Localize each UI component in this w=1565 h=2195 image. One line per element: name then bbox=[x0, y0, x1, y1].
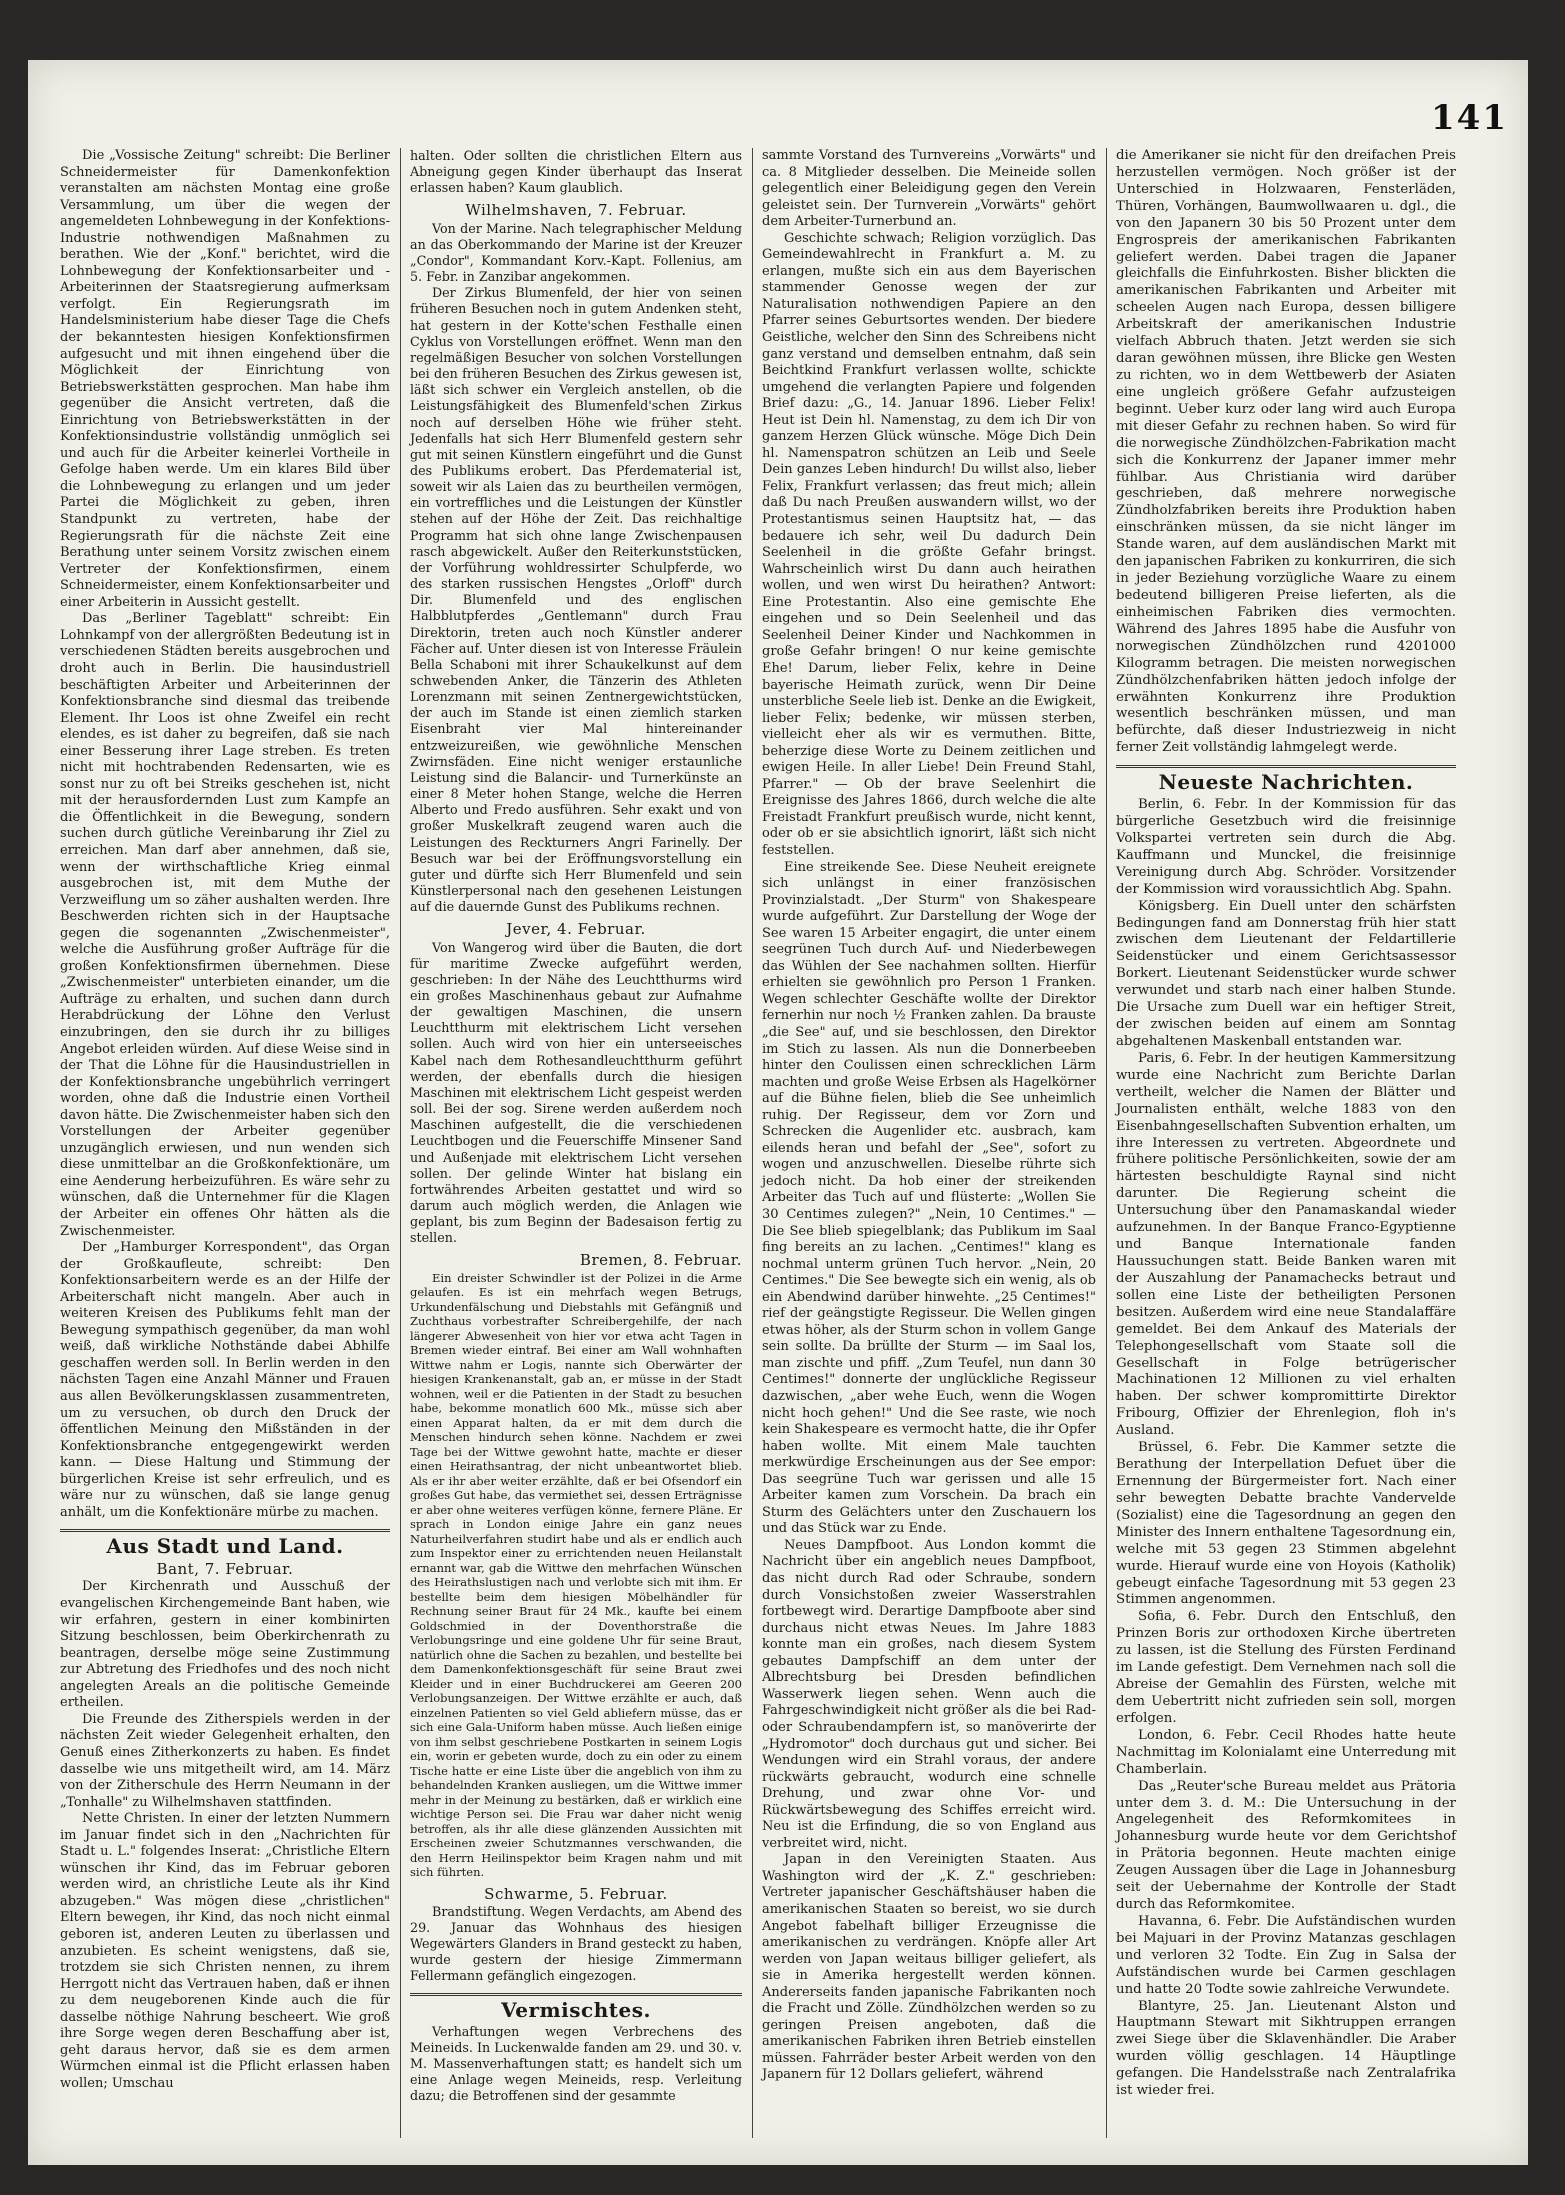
article-paragraph: Japan in den Vereinigten Staaten. Aus Washington wird der „K. Z." geschrieben: Vertreter japanischer Geschäftshäuser haben die amerikanischen Staaten so bereist, wo sie durch Angebot fabelhaft billiger Erzeugnisse die amerikanischen zu verdrängen. Knöpfe aller Art werden von Japan weitaus billiger geliefert, als sie in Amerika hergestellt werden können. Andererseits fanden japanische Fabrikanten noch die Fracht und Zölle. Zündhölzchen werden so zu geringen Preisen angeboten, daß die amerikanischen Fabriken ihren Betrieb einstellen müssen. Fahrräder bester Arbeit werden von den Japanern für 12 Dollars geliefert, während bbox=[762, 1852, 1096, 2083]
article-paragraph: Verhaftungen wegen Verbrechens des Meineids. In Luckenwalde fanden am 29. und 30. v. M. Massenverhaftungen statt; es handelt sich um eine Anlage wegen Meineids, resp. Verleitung dazu; die Betroffenen sind der gesammte bbox=[410, 2023, 742, 2104]
article-paragraph: Eine streikende See. Diese Neuheit ereignete sich unlängst in einer französischen Provinzialstadt. „Der Sturm" von Shakespeare wurde aufgeführt. Zur Darstellung der Woge der See waren 15 Arbeiter engagirt, die unter einem seegrünen Tuch durch Auf- und Niederbewegen das Wühlen der See nachahmen sollten. Hierfür erhielten sie gewöhnlich pro Person 1 Franken. Wegen schlechter Geschäfte wollte der Direktor fernerhin nur noch ½ Franken zahlen. Da brauste „die See" auf, und sie beschlossen, den Direktor im Stich zu lassen. Als nun die Donnerbeeben hinter den Coulissen einen schrecklichen Lärm machten und große Weise Erbsen als Hagelkörner auf die Bühne fielen, blieb die See unheimlich ruhig. Der Regisseur, dem vor Zorn und Schrecken die Augenlider etc. ausbrach, kam eilends heran und befahl der „See", sofort zu wogen und anzuschwellen. Dieselbe rührte sich jedoch nicht. Da hob einer der streikenden Arbeiter das Tuch auf und flüsterte: „Wollen Sie 30 Centimes zulegen?" „Nein, 10 Centimes." — Die See blieb spiegelblank; das Publikum im Saal fing bereits an zu lachen. „Centimes!" klang es nochmal unterm grünen Tuch hervor. „Nein, 20 Centimes." Die See bewegte sich ein wenig, als ob ein Abendwind darüber hinwehte. „25 Centimes!" rief der geängstigte Regisseur. Die Wellen gingen etwas höher, als der Sturm schon in vollem Gange sein sollte. Da brüllte der Sturm — im Saal los, man zischte und pfiff. „Zum Teufel, nun dann 30 Centimes!" donnerte der unglückliche Regisseur dazwischen, „aber wehe Euch, wenn die Wogen nicht hoch gehen!" Und die See raste, wie noch kein Shakespeare es vermocht hatte, die ihr Opfer haben wollte. Mit einem Male tauchten merkwürdige Erscheinungen aus der See empor: Das seegrüne Tuch war gerissen und alle 15 Arbeiter kamen zum Vorschein. Da brach ein Sturm des Gelächters unter den Zuschauern los und das Stück war zu Ende. bbox=[762, 859, 1096, 1537]
article-paragraph: Brüssel, 6. Febr. Die Kammer setzte die Berathung der Interpellation Defuet über die Ernennung der Bürgermeister fort. Nach einer sehr bewegten Debatte brachte Vandervelde (Sozialist) eine die Tagesordnung an gegen den Minister des Innern enthaltene Tagesordnung ein, welche mit 53 gegen 23 Stimmen abgelehnt wurde. Hierauf wurde eine von Hoyois (Katholik) gebeugt einfache Tagesordnung mit 53 gegen 23 Stimmen angenommen. bbox=[1116, 1440, 1456, 1608]
column-rule bbox=[1106, 148, 1107, 2138]
article-paragraph: sammte Vorstand des Turnvereins „Vorwärts" und ca. 8 Mitglieder desselben. Die Meineide sollen gelegentlich einer Beleidigung gegen den Verein geleistet sein. Der Turnverein „Vorwärts" gehört dem Arbeiter-Turnerbund an. bbox=[762, 148, 1096, 230]
article-paragraph: Der Zirkus Blumenfeld, der hier von seinen früheren Besuchen noch in gutem Andenken steht, hat gestern in der Kotte'schen Festhalle einen Cyklus von Vorstellungen eröffnet. Wenn man den regelmäßigen Besucher von solchen Vorstellungen bei den früheren Besuchen des Zirkus gewesen ist, läßt sich schwer ein Vergleich anstellen, ob die Leistungsfähigkeit des Blumenfeld'schen Zirkus noch auf derselben Höhe wie früher steht. Jedenfalls hat sich Herr Blumenfeld gestern sehr gut mit seinen Künstlern eingeführt und die Gunst des Publikums erobert. Das Pferdematerial ist, soweit wir als Laien das zu beurtheilen vermögen, ein vortreffliches und die Leistungen der Künstler stehen auf der Höhe der Zeit. Das reichhaltige Programm hat sich ohne lange Zwischenpausen rasch abgewickelt. Außer den Reiterkunststücken, der Vorführung wohldressirter Schulpferde, wo des starken russischen Hengstes „Orloff" durch Dir. Blumenfeld und des englischen Halbblutpferdes „Gentlemann" durch Frau Direktorin, treten auch noch Künstler anderer Fächer auf. Unter diesen ist von Interesse Fräulein Bella Schaboni mit ihrer Schaukelkunst auf dem schwebenden Anker, die Tänzerin des Athleten Lorenzmann mit seinen Zentnergewichtstücken, der auch im Stande ist einen ziemlich starken Eisenbraht vier Mal hintereinander entzweizureißen, wie gewöhnliche Menschen Zwirnsfäden. Eine nicht weniger erstaunliche Leistung sind die Balancir- und Turnerkünste an einer 8 Meter hohen Stange, welche die Herren Alberto und Fredo ausführen. Sehr exakt und von großer Muskelkraft zeugend waren auch die Leistungen des Reckturners Angri Farinelly. Der Besuch war bei der Eröffnungsvorstellung ein guter und dürfte sich Herr Blumenfeld und sein Künstlerpersonal nach den gesehenen Leistungen auf die dauernde Gunst des Publikums rechnen. bbox=[410, 285, 742, 915]
article-paragraph: Von der Marine. Nach telegraphischer Meldung an das Oberkommando der Marine ist der Kreuzer „Condor", Kommandant Korv.-Kapt. Follenius, am 5. Febr. in Zanzibar angekommen. bbox=[410, 220, 742, 285]
page-number: 141 bbox=[1431, 98, 1508, 138]
article-paragraph: Der „Hamburger Korrespondent", das Organ der Großkaufleute, schreibt: Den Konfektionsarbeitern werde es an der Hilfe der Arbeiterschaft nicht mangeln. Aber auch in weiteren Kreisen des Publikums fehlt man der Bewegung sympathisch gegenüber, da man wohl weiß, daß wirkliche Nothstände dabei Abhilfe geschaffen werden soll. In Berlin werden in den nächsten Tagen eine Anzahl Männer und Frauen aus allen Bevölkerungsklassen zusammentreten, um zu versuchen, ob durch den Druck der öffentlichen Meinung den Mißständen in der Konfektionsbranche entgegengewirkt werden kann. — Diese Haltung und Stimmung der bürgerlichen Kreise ist sehr erfreulich, und es wäre nur zu wünschen, daß sie lange genug anhält, um die Konfektionäre mürbe zu machen. bbox=[60, 1240, 390, 1520]
dateline: Schwarme, 5. Februar. bbox=[484, 1884, 668, 1903]
column-4 bbox=[1116, 148, 1456, 2100]
article-paragraph: Sofia, 6. Febr. Durch den Entschluß, den Prinzen Boris zur orthodoxen Kirche übertreten zu lassen, ist die Stellung des Fürsten Ferdinand im Lande gefestigt. Dem Vernehmen nach soll die Abreise der Gemahlin des Fürsten, welche mit dem Uebertritt nicht zufrieden sein soll, morgen erfolgen. bbox=[1116, 1609, 1456, 1726]
article-paragraph: die Amerikaner sie nicht für den dreifachen Preis herzustellen vermögen. Noch größer ist der Unterschied in Holzwaaren, Fensterläden, Thüren, Vorhängen, Baumwollwaaren u. dgl., die von den Japanern 30 bis 50 Prozent unter dem Engrospreis der amerikanischen Fabrikanten geliefert werden. Dabei tragen die Japaner gleichfalls die Einfuhrkosten. Bisher blickten die amerikanischen Fabrikanten und Arbeiter mit scheelen Augen nach Europa, dessen billigere Arbeitskraft der amerikanischen Industrie vielfach Abbruch thaten. Jetzt werden sie sich daran gewöhnen müssen, ihre Blicke gen Westen zu richten, wo in dem Wettbewerb der Asiaten eine ungleich größere Gefahr aufzusteigen beginnt. Ueber kurz oder lang wird auch Europa mit dieser Gefahr zu rechnen haben. So wird für die norwegische Zündhölzchen-Fabrikation macht sich die Konkurrenz der Japaner immer mehr fühlbar. Aus Christiania wird darüber geschrieben, daß mehrere norwegische Zündholzfabriken bereits ihre Produktion haben einschränken müssen, da sie nicht länger im Stande waren, auf dem ausländischen Markt mit den japanischen Fabriken zu konkurriren, die sich in jeder Beziehung vorzügliche Waare zu einem bedeutend billigeren Preise lieferten, als die einheimischen Fabriken dies vermochten. Während des Jahres 1895 habe die Ausfuhr von norwegischen Zündhölzchen rund 4201000 Kilogramm betragen. Die meisten norwegischen Zündhölzchenfabriken hätten jedoch infolge der erwähnten Konkurrenz ihre Produktion wesentlich beschränken müssen, und man befürchte, daß dieser Industriezweig in nicht ferner Zeit vollständig lahmgelegt werde. bbox=[1116, 148, 1456, 756]
article-paragraph: Die „Vossische Zeitung" schreibt: Die Berliner Schneidermeister für Damenkonfektion veranstalten am nächsten Montag eine große Versammlung, um über die wegen der angemeldeten Lohnbewegung in der Konfektions-Industrie nothwendigen Maßnahmen zu berathen. Wie der „Konf." berichtet, wird die Lohnbewegung der Konfektionsarbeiter und -Arbeiterinnen der Staatsregierung aufmerksam verfolgt. Ein Regierungsrath im Handelsministerium habe dieser Tage die Chefs der bekanntesten hiesigen Konfektionsfirmen aufgesucht und mit ihnen eingehend über die Möglichkeit der Einrichtung von Betriebswerkstätten gesprochen. Man habe ihm gegenüber die Ansicht vertreten, daß die Einrichtung von Betriebswerkstätten in der Konfektionsindustrie vollständig unmöglich sei und auch für die Arbeiter keinerlei Vortheile in Gefolge haben werde. Um ein klares Bild über die Lohnbewegung zu erlangen und um jeder Partei die Möglichkeit zu geben, ihren Standpunkt zu vertreten, habe der Regierungsrath für die nächste Zeit eine Berathung unter seinem Vorsitz zwischen einem Vertreter der Konfektionsfirmen, einem Schneidermeister, einem Konfektionsarbeiter und einer Arbeiterin in Aussicht gestellt. bbox=[60, 148, 390, 610]
article-paragraph: Der Kirchenrath und Ausschuß der evangelischen Kirchengemeinde Bant haben, wie wir erfahren, gestern in einer kombinirten Sitzung beschlossen, beim Oberkirchenrath zu beantragen, derselbe möge seine Zustimmung zur Abtretung des Friedhofes und des noch nicht angelegten Areals an die politische Gemeinde ertheilen. bbox=[60, 1579, 390, 1711]
article-paragraph: Nette Christen. In einer der letzten Nummern im Januar findet sich in den „Nachrichten für Stadt u. L." folgendes Inserat: „Christliche Eltern wünschen ihr Kind, das im Februar geboren werden wird, an christliche Leute als ihr Kind abzugeben." Was mögen diese „christlichen" Eltern bewegen, ihr Kind, das noch nicht einmal geboren ist, anderen Leuten zu überlassen und anzubieten. Es scheint wenigstens, daß sie, trotzdem sie sich Christen nennen, zu ihrem Herrgott nicht das Vertrauen haben, daß er ihnen zu dem neugeborenen Kinde auch die für dasselbe nöthige Nahrung bescheert. Wie groß ihre Sorge wegen deren Beschaffung aber ist, geht daraus hervor, daß sie es dem armen Würmchen einmal ist die Pflicht erlassen haben wollen; Umschau bbox=[60, 1811, 390, 2091]
article-paragraph: Königsberg. Ein Duell unter den schärfsten Bedingungen fand am Donnerstag früh hier statt zwischen dem Lieutenant der Feldartillerie Seidenstücker und einem Gerichtsassessor Borkert. Lieutenant Seidenstücker wurde schwer verwundet und starb nach einer halben Stunde. Die Ursache zum Duell war ein heftiger Streit, der zwischen beiden auf einem am Sonntag abgehaltenen Maskenball entstanden war. bbox=[1116, 898, 1456, 1050]
article-paragraph: Berlin, 6. Febr. In der Kommission für das bürgerliche Gesetzbuch wird die freisinnige Volkspartei vertreten sein durch die Abg. Kauffmann und Munckel, die freisinnige Vereinigung durch Abg. Schröder. Vorsitzender der Kommission wird voraussichtlich Abg. Spahn. bbox=[1116, 797, 1456, 897]
article-paragraph: Geschichte schwach; Religion vorzüglich. Das Gemeindewahlrecht in Frankfurt a. M. zu erlangen, mußte sich ein aus dem Bayerischen stammender Genosse wegen der zur Naturalisation nothwendigen Papiere an den Pfarrer seines Geburtsortes wenden. Der biedere Geistliche, welcher den Sinn des Schreibens nicht ganz verstand und demselben entnahm, daß sein Beichtkind Frankfurt verlassen wollte, schickte umgehend die verlangten Papiere und folgenden Brief dazu: „G., 14. Januar 1896. Lieber Felix! Heut ist Dein hl. Namenstag, zu dem ich Dir von ganzem Herzen Glück wünsche. Möge Dich Dein hl. Namenspatron schützen an Leib und Seele Dein ganzes Leben hindurch! Du willst also, lieber Felix, Frankfurt verlassen; das freut mich; allein daß Du nach Preußen auswandern willst, wo der Protestantismus seinen Hauptsitz hat, — das bedauere ich sehr, weil Du dadurch Dein Seelenheil in die größte Gefahr bringst. Wahrscheinlich wirst Du dann auch heirathen wollen, und wen wirst Du heirathen? Antwort: Eine Protestantin. Also eine gemischte Ehe eingehen und so Dein Seelenheil und das Seelenheil Deiner Kinder und Nachkommen in große Gefahr bringen! O nur keine gemischte Ehe! Darum, lieber Felix, kehre in Deine bayerische Heimath zurück, wenn Dir Deine unsterbliche Seele lieb ist. Denke an die Ewigkeit, lieber Felix; bedenke, wir müssen sterben, vielleicht eher als wir es vermuthen. Bitte, beherzige diese Worte zu Deinem zeitlichen und ewigen Heile. In aller Liebe! Dein Freund Stahl, Pfarrer." — Ob der brave Seelenhirt die Ereignisse des Jahres 1866, durch welche die alte Freistadt Frankfurt preußisch wurde, nicht kennt, oder ob er sie absichtlich ignorirt, läßt sich nicht feststellen. bbox=[762, 230, 1096, 858]
article-paragraph: Brandstiftung. Wegen Verdachts, am Abend des 29. Januar das Wohnhaus des hiesigen Wegewärters Glanders in Brand gesteckt zu haben, wurde gestern der hiesige Zimmermann Fellermann gefänglich eingezogen. bbox=[410, 1903, 742, 1984]
dateline: Wilhelmshaven, 7. Februar. bbox=[465, 201, 687, 220]
article-paragraph: Das „Berliner Tageblatt" schreibt: Ein Lohnkampf von der allergrößten Bedeutung ist in verschiedenen Städten bereits ausgebrochen und droht auch in Berlin. Die hausindustriell beschäftigten Arbeiter und Arbeiterinnen der Konfektionsbranche sind diesmal das treibende Element. Ihr Loos ist ohne Zweifel ein recht elendes, es ist daher zu begreifen, daß sie nach einer Besserung ihrer Lage streben. Es treten nicht mit hochtrabenden Redensarten, wie es sonst nur zu oft bei Streiks geschehen ist, nicht mit der herausfordernden Lust zum Kampfe an die Öffentlichkeit in die Bewegung, sondern suchen durch gütliche Vereinbarung ihr Ziel zu erreichen. Man darf aber annehmen, daß sie, wenn der wirthschaftliche Krieg einmal ausgebrochen ist, mit dem Muthe der Verzweiflung um so zäher aushalten werden. Ihre Beschwerden richten sich in der Hauptsache gegen die sogenannten „Zwischenmeister", welche die Ausführung großer Aufträge für die großen Konfektionsfirmen übernehmen. Diese „Zwischenmeister" unterbieten einander, um die Aufträge zu erhalten, und suchen dann durch Herabdrückung der Löhne den Verlust einzubringen, den sie durch ihr zu billiges Angebot erleiden würden. Auf diese Weise sind in der That die Löhne für die Hausindustriellen in der Konfektionsbranche ungebührlich verringert worden, ohne daß die Industrie einen Vortheil davon hätte. Die Zwischenmeister haben sich den Vorstellungen der Arbeiter gegenüber unzugänglich erwiesen, und nun wenden sich diese unmittelbar an die Großkonfektionäre, um eine Aenderung herbeizuführen. Es wäre sehr zu wünschen, daß die Unternehmer für die Klagen der Arbeiter ein offenes Ohr hätten als die Zwischenmeister. bbox=[60, 611, 390, 1239]
article-paragraph: Die Freunde des Zitherspiels werden in der nächsten Zeit wieder Gelegenheit erhalten, den Genuß eines Zitherkonzerts zu haben. Es findet dasselbe wie uns mitgetheilt wird, am 14. März von der Zitherschule des Herrn Neumann in der „Tonhalle" zu Wilhelmshaven stattfinden. bbox=[60, 1711, 390, 1810]
article-paragraph: Paris, 6. Febr. In der heutigen Kammersitzung wurde eine Nachricht zum Berichte Darlan vertheilt, welcher die Namen der Blätter und Journalisten enthält, welche 1883 von den Eisenbahngesellschaften Subvention erhalten, um ihre Interessen zu vertreten. Abgeordnete und frühere politische Persönlichkeiten, sowie der am härtesten beschuldigte Raynal sind nicht darunter. Die Regierung scheint die Untersuchung über den Panamaskandal wieder aufzunehmen. In der Banque Franco-Egyptienne und Banque Internationale fanden Haussuchungen statt. Beide Banken waren mit der Auszahlung der Panamachecks betraut und sollen eine Liste der betheiligten Personen besitzen. Außerdem wird eine neue Standalaffäre gemeldet. Bei dem Ankauf des Materials der Telephongesellschaft vom Staate soll die Gesellschaft in Folge betrügerischer Machinationen 12 Millionen zu viel erhalten haben. Der schwer kompromittirte Direktor Fribourg, Offizier der Ehrenlegion, floh in's Ausland. bbox=[1116, 1050, 1456, 1439]
section-heading: Vermischtes. bbox=[410, 1993, 742, 2018]
column-rule bbox=[400, 148, 401, 2138]
dateline: Bremen, 8. Februar. bbox=[579, 1251, 742, 1270]
dateline: Bant, 7. Februar. bbox=[156, 1559, 294, 1578]
article-paragraph: London, 6. Febr. Cecil Rhodes hatte heute Nachmittag im Kolonialamt eine Unterredung mit Chamberlain. bbox=[1116, 1727, 1456, 1777]
column-1 bbox=[60, 148, 390, 2092]
article-paragraph: Neues Dampfboot. Aus London kommt die Nachricht über ein angeblich neues Dampfboot, das nicht durch Rad oder Schraube, sondern durch Vonsichstoßen zweier Wasserstrahlen fortbewegt wird. Derartige Dampfboote aber sind durchaus nicht etwas Neues. Im Jahre 1883 konnte man ein großes, nach diesem System gebautes Dampfschiff an dem unter der Albrechtsburg bei Dresden befindlichen Wasserwerk liegen sehen. Wenn auch die Fahrgeschwindigkeit nicht größer als die bei Rad- oder Schraubendampfern ist, so manöverirte der „Hydromotor" doch durchaus gut und sicher. Bei Wendungen wird ein Strahl voraus, der andere rückwärts gebraucht, wodurch eine schnelle Drehung, und zwar ohne Vor- und Rückwärtsbewegung des Schiffes erreicht wird. Neu ist die Erfindung, die so von England aus verbreitet wird, nicht. bbox=[762, 1537, 1096, 1851]
section-heading: Neueste Nachrichten. bbox=[1116, 765, 1456, 791]
column-2 bbox=[410, 148, 742, 2105]
dateline: Jever, 4. Februar. bbox=[506, 920, 646, 939]
article-paragraph: Von Wangerog wird über die Bauten, die dort für maritime Zwecke aufgeführt werden, geschrieben: In der Nähe des Leuchtthurms wird ein großes Maschinenhaus gebaut zur Aufnahme der gewaltigen Maschinen, die unsern Leuchtthurm mit elektrischem Licht versehen sollen. Auch wird von hier ein unterseeisches Kabel nach dem Rothesandleuchtthurm geführt werden, der ebenfalls durch die hiesigen Maschinen mit elektrischem Licht gespeist werden soll. Bei der sog. Sirene werden außerdem noch Maschinen aufgestellt, die die verschiedenen Leuchtbogen und die Feuerschiffe Minsener Sand und Außenjade mit elektrischem Licht versehen sollen. Der gelinde Winter hat bislang ein fortwährendes Arbeiten gestattet und wird so darum auch möglich werden, die Anlagen wie geplant, bis zum Beginn der Badesaison fertig zu stellen. bbox=[410, 939, 742, 1246]
section-heading: Aus Stadt und Land. bbox=[60, 1529, 390, 1555]
article-paragraph: Das „Reuter'sche Bureau meldet aus Prätoria unter dem 3. d. M.: Die Untersuchung in der Angelegenheit des Reformkomitees in Johannesburg wurde heute vor dem Gerichtshof in Prätoria begonnen. Heute machten einige Zeugen Aussagen über die Lage in Johannesburg seit der Uebernahme der Kontrolle der Stadt durch das Reformkomitee. bbox=[1116, 1778, 1456, 1913]
column-3 bbox=[762, 148, 1096, 2084]
article-paragraph: halten. Oder sollten die christlichen Eltern aus Abneigung gegen Kinder überhaupt das Inserat erlassen haben? Kaum glaublich. bbox=[410, 148, 742, 196]
article-paragraph: Blantyre, 25. Jan. Lieutenant Alston und Hauptmann Stewart mit Sikhtruppen errangen zwei Siege über die Sklavenhändler. Die Araber wurden völlig geschlagen. 14 Häuptlinge gefangen. Die Handelsstraße nach Zentralafrika ist wieder frei. bbox=[1116, 1998, 1456, 2099]
article-paragraph: Ein dreister Schwindler ist der Polizei in die Arme gelaufen. Es ist ein mehrfach wegen Betrugs, Urkundenfälschung und Diebstahls mit Gefängniß und Zuchthaus vorbestrafter Schreibergehilfe, der nach längerer Abwesenheit von hier vor etwa acht Tagen in Bremen wieder eintraf. Bei einer am Wall wohnhaften Wittwe nahm er Logis, nannte sich Oberwärter der hiesigen Krankenanstalt, gab an, er müsse in der Stadt wohnen, weil er die Patienten in der Stadt zu besuchen habe, bekomme monatlich 600 Mk., müsse sich aber einen Apparat halten, da er mit dem durch die Menschen hindurch sehen könne. Nachdem er zwei Tage bei der Wittwe gewohnt hatte, machte er dieser einen Heirathsantrag, der nicht unbeantwortet blieb. Als er ihr aber weiter erzählte, daß er bei Ofsendorf ein großes Gut habe, das vermiethet sei, dessen Erträgnisse er aber ohne weiteres verfügen könne, fernere Pläne. Er sprach in London einige Jahre ein ganz neues Naturheilverfahren studirt habe und als er endlich auch zum Inspektor einer zu errichtenden neuen Heilanstalt ernannt war, gab die Wittwe den mehrfachen Wünschen des Heirathslustigen nach und verlobte sich mit ihm. Er bestellte beim dem hiesigen Möbelhändler für Rechnung seiner Braut für 24 Mk., kaufte bei einem Goldschmied in der Doventhorstraße die Verlobungsringe und eine goldene Uhr für seine Braut, natürlich ohne die Sachen zu bezahlen, und bestellte bei dem Damenkonfektionsgeschäft für seine Braut zwei Kleider und in einer Buchdruckerei am Geeren 200 Verlobungsanzeigen. Der Wittwe erzählte er auch, daß einzelnen Patienten so viel Geld abliefern müsse, das er sich eine Gala-Uniform haben müsse. Auch ließen einige von ihm selbst geschriebene Postkarten in seinem Logis ein, worin er gebeten wurde, doch zu ein oder zu einem Tische hatte er eine Liste über die angeblich von ihm zu behandelnden Kranken ausliegen, um die Wittwe immer mehr in der Meinung zu bestärken, daß er wirklich eine wichtige Person sei. Die Frau war daher nicht wenig betroffen, als ihr alle diese glänzenden Aussichten mit Erscheinen zweier Schutzmannes verschwanden, die den Herrn Heilinspektor beim Kragen nahm und mit sich führten. bbox=[410, 1270, 742, 1880]
column-rule bbox=[752, 148, 753, 2138]
newspaper-page bbox=[28, 60, 1528, 2165]
article-paragraph: Havanna, 6. Febr. Die Aufständischen wurden bei Majuari in der Provinz Matanzas geschlagen und verloren 32 Todte. Ein Zug in Salsa der Aufständischen wurde bei Carmen geschlagen und hatte 20 Todte sowie zahlreiche Verwundete. bbox=[1116, 1913, 1456, 1997]
